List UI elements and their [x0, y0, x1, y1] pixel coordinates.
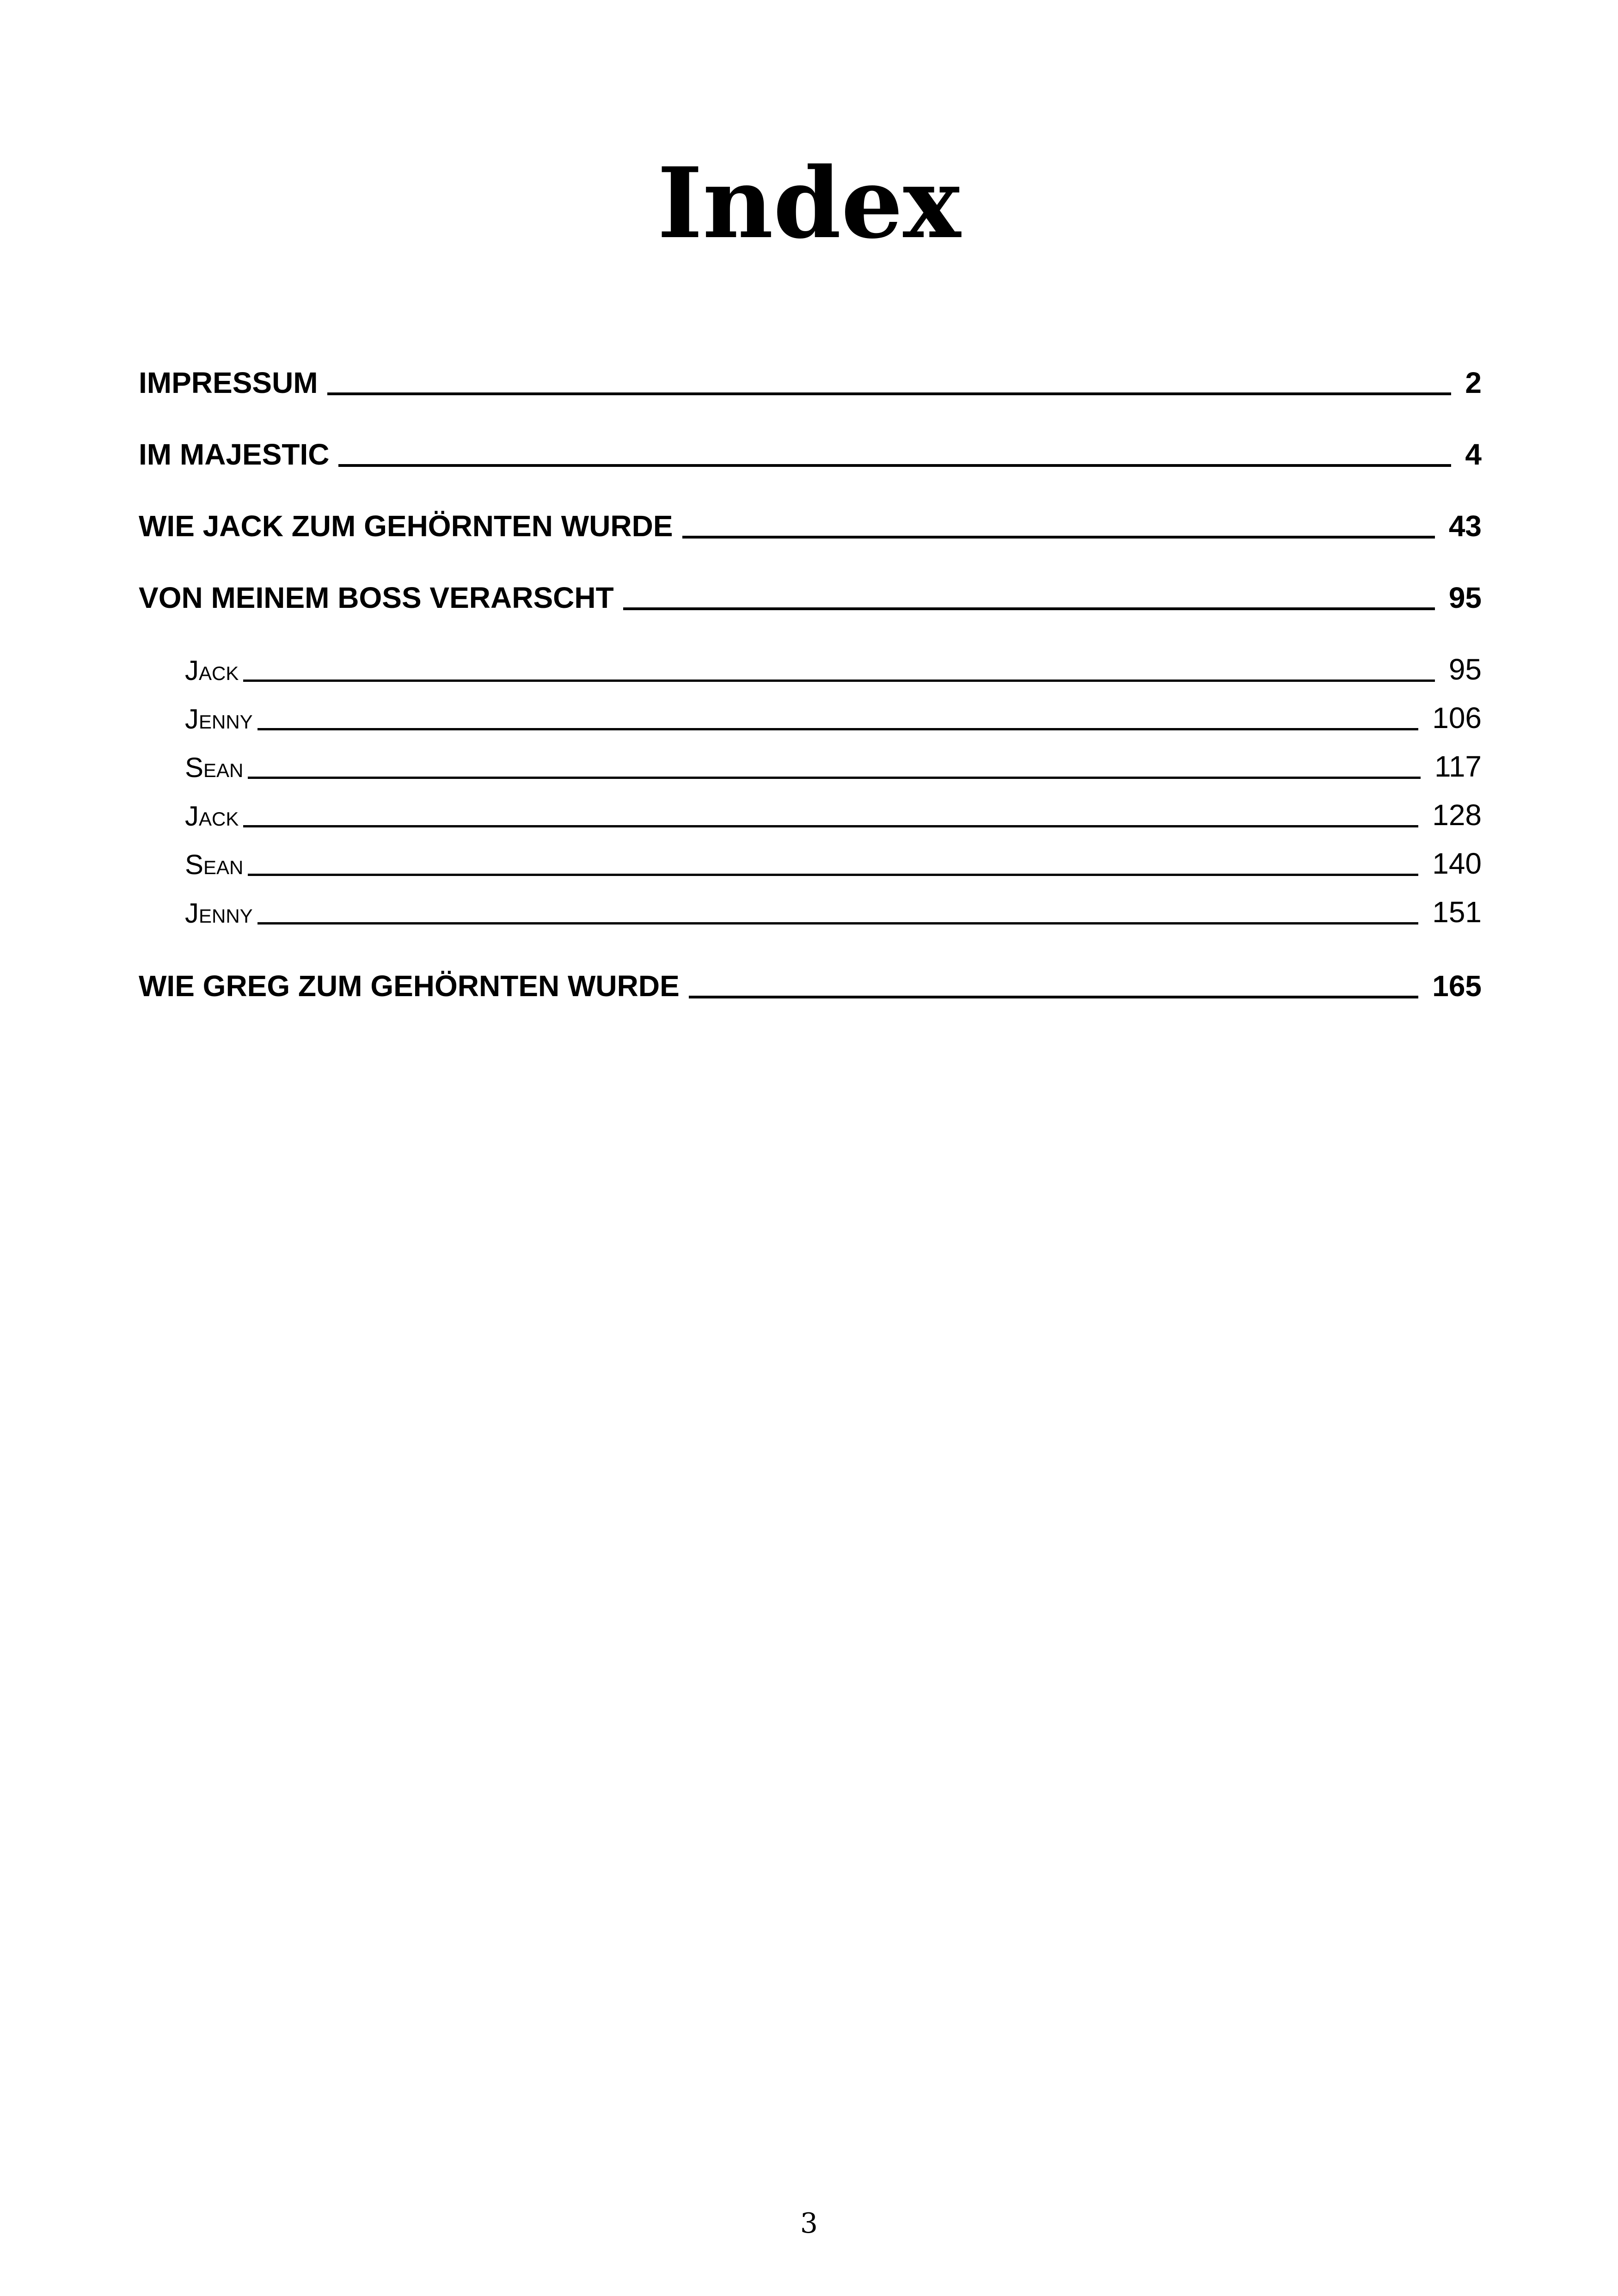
toc-leader-line	[682, 536, 1435, 539]
toc-entry-page: 2	[1465, 366, 1482, 399]
toc-entry-label: Jenny	[185, 898, 253, 929]
toc-entry-page: 117	[1434, 750, 1482, 783]
toc-entry-von-meinem-boss[interactable]	[139, 578, 1482, 619]
toc-entry-label: Jenny	[185, 704, 253, 735]
toc-leader-line	[338, 464, 1451, 467]
toc-entry-label: Jack	[185, 655, 239, 686]
toc-leader-line	[257, 922, 1419, 925]
toc-entry-page: 165	[1432, 969, 1482, 1003]
toc-leader-line	[248, 777, 1421, 779]
toc-entry-label: WIE GREG ZUM GEHÖRNTEN WURDE	[139, 969, 680, 1003]
toc-entry-page: 95	[1448, 653, 1482, 686]
toc-leader-line	[248, 874, 1418, 876]
toc-entry-page: 4	[1465, 438, 1482, 471]
toc-entry-page: 106	[1432, 701, 1482, 735]
toc-entry-label: IM MAJESTIC	[139, 438, 330, 471]
toc-leader-line	[257, 728, 1419, 730]
toc-entry-impressum[interactable]	[139, 363, 1482, 404]
toc-entry-page: 140	[1432, 847, 1482, 880]
toc-leader-line	[327, 392, 1452, 395]
toc-entry-label: WIE JACK ZUM GEHÖRNTEN WURDE	[139, 509, 673, 543]
toc-subentry-jack[interactable]	[185, 649, 1482, 691]
toc-subentry-sean-2[interactable]	[185, 844, 1482, 885]
toc-entry-label: VON MEINEM BOSS VERARSCHT	[139, 581, 614, 614]
toc-subentry-sean[interactable]	[185, 747, 1482, 788]
toc-subentry-jack-2[interactable]	[185, 795, 1482, 837]
toc-entry-label: Jack	[185, 801, 239, 832]
toc-entry-page: 43	[1448, 509, 1482, 543]
toc-entry-page: 95	[1448, 581, 1482, 614]
toc-entry-label: Sean	[185, 752, 244, 783]
toc-leader-line	[243, 680, 1434, 682]
toc-entry-label: Sean	[185, 849, 244, 880]
toc-entry-page: 128	[1432, 798, 1482, 832]
toc-entry-wie-greg[interactable]	[139, 966, 1482, 1008]
toc-entry-label: IMPRESSUM	[139, 366, 318, 399]
toc-leader-line	[689, 996, 1418, 998]
toc-subentry-jenny-2[interactable]	[185, 892, 1482, 934]
toc-entry-wie-jack[interactable]	[139, 506, 1482, 548]
toc-subentry-jenny[interactable]	[185, 698, 1482, 740]
toc-leader-line	[243, 825, 1418, 827]
page-title: Index	[657, 146, 961, 260]
page-number: 3	[800, 2207, 818, 2240]
toc-leader-line	[623, 607, 1435, 610]
toc-entry-im-majestic[interactable]	[139, 435, 1482, 476]
toc-entry-page: 151	[1432, 895, 1482, 929]
